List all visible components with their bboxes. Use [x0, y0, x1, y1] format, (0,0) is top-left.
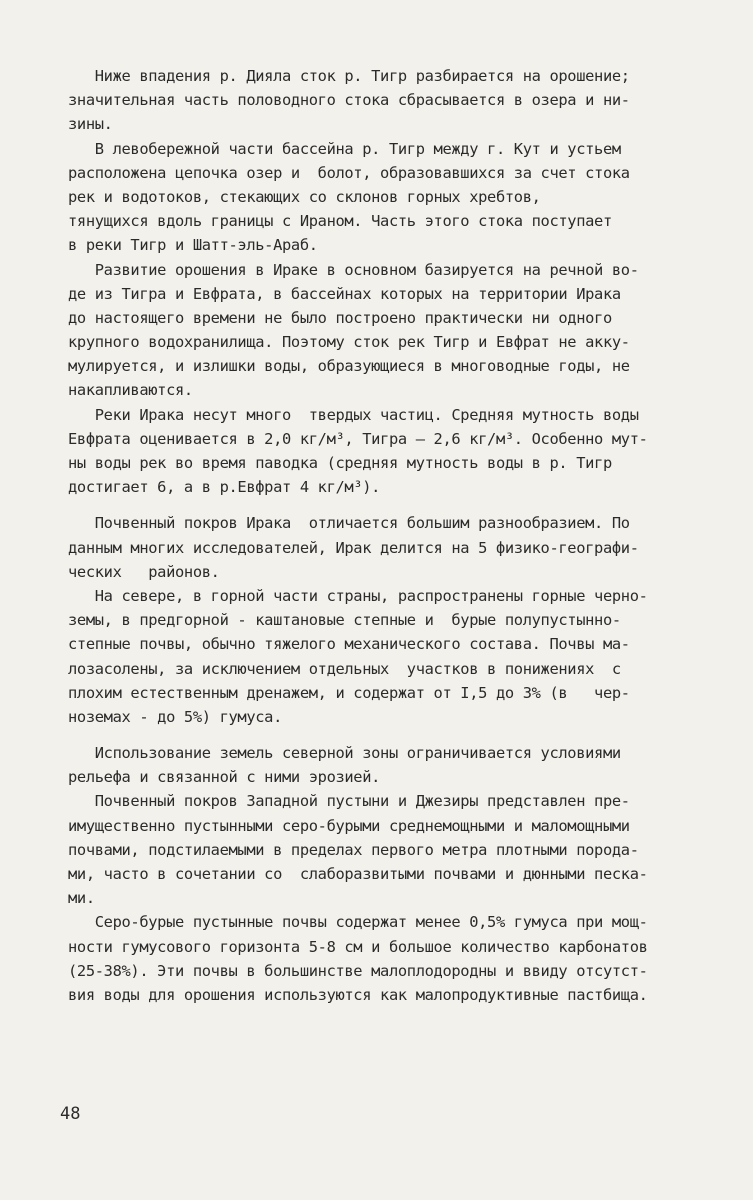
paragraph-gap [68, 729, 744, 741]
text-line: ноземах - до 5%) гумуса. [68, 707, 282, 726]
text-line: имущественно пустынными серо-бурыми среднемощными и маломощными [68, 816, 630, 835]
paragraph [68, 910, 744, 1007]
paragraph [68, 741, 744, 789]
text-line: Использование земель северной зоны ограничивается условиями [68, 744, 621, 763]
text-line: степные почвы, обычно тяжелого механического состава. Почвы ма- [68, 635, 630, 654]
text-line: ности гумусового горизонта 5-8 см и большое количество карбонатов [68, 937, 648, 956]
text-line: Почвенный покров Ирака отличается большим разнообразием. По [68, 514, 630, 533]
text-line: земы, в предгорной - каштановые степные и бурые полупустынно- [68, 611, 621, 630]
text-line: На севере, в горной части страны, распространены горные черно- [68, 586, 648, 605]
paragraph [68, 511, 744, 584]
text-line: достигает 6, а в р.Евфрат 4 кг/м³). [68, 478, 381, 497]
text-line: Развитие орошения в Ираке в основном базируется на речной во- [68, 260, 639, 279]
text-line: ми, часто в сочетании со слаборазвитыми почвами и дюнными песка- [68, 865, 648, 883]
text-line: в реки Тигр и Шатт-эль-Араб. [68, 236, 318, 255]
text-line: плохим естественным дренажем, и содержат от I,5 до 3% (в чер- [68, 683, 630, 702]
body-text [68, 64, 744, 1007]
text-line: мулируется, и излишки воды, образующиеся в многоводные годы, не [68, 357, 630, 376]
text-line: данным многих исследователей, Ирак делится на 5 физико-географи- [68, 538, 639, 557]
text-line: тянущихся вдоль границы с Ираном. Часть этого стока поступает [68, 212, 612, 231]
text-line: Серо-бурые пустынные почвы содержат менее 0,5% гумуса при мощ- [68, 913, 648, 932]
paragraph [68, 789, 744, 910]
text-line: лозасолены, за исключением отдельных участков в понижениях с [68, 659, 621, 678]
text-line: расположена цепочка озер и болот, образовавшихся за счет стока [68, 163, 630, 182]
text-line: вия воды для орошения используются как малопродуктивные пастбища. [68, 985, 648, 1004]
paragraph [68, 584, 744, 729]
page-number: 48 [60, 1104, 81, 1124]
paragraph [68, 64, 744, 137]
text-line: Ниже впадения р. Дияла сток р. Тигр разбирается на орошение; [68, 67, 630, 85]
text-line: ми. [68, 889, 95, 908]
text-line: Почвенный покров Западной пустыни и Джезиры представлен пре- [68, 792, 630, 811]
paragraph [68, 258, 744, 403]
text-line: накапливаются. [68, 381, 193, 400]
text-line: ческих районов. [68, 562, 220, 581]
text-line: Евфрата оценивается в 2,0 кг/м³, Тигра – 2,6 кг/м³. Особенно мут- [68, 429, 648, 448]
text-line: почвами, подстилаемыми в пределах первого метра плотными порода- [68, 840, 639, 859]
text-line: В левобережной части бассейна р. Тигр между г. Кут и устьем [68, 139, 621, 158]
text-line: значительная часть половодного стока сбрасывается в озера и ни- [68, 91, 630, 110]
text-line: до настоящего времени не было построено практически ни одного [68, 308, 612, 327]
paragraph-gap [68, 499, 744, 511]
paragraph [68, 403, 744, 500]
paragraph [68, 137, 744, 258]
text-line: зины. [68, 115, 113, 134]
text-line: рельефа и связанной с ними эрозией. [68, 768, 381, 787]
text-line: де из Тигра и Евфрата, в бассейнах которых на территории Ирака [68, 284, 621, 303]
text-line: Реки Ирака несут много твердых частиц. Средняя мутность воды [68, 405, 639, 424]
text-line: (25-38%). Эти почвы в большинстве малоплодородны и ввиду отсутст- [68, 961, 648, 980]
text-line: рек и водотоков, стекающих со склонов горных хребтов, [68, 187, 541, 206]
text-line: крупного водохранилища. Поэтому сток рек Тигр и Евфрат не акку- [68, 333, 630, 352]
text-line: ны воды рек во время паводка (средняя мутность воды в р. Тигр [68, 454, 612, 472]
